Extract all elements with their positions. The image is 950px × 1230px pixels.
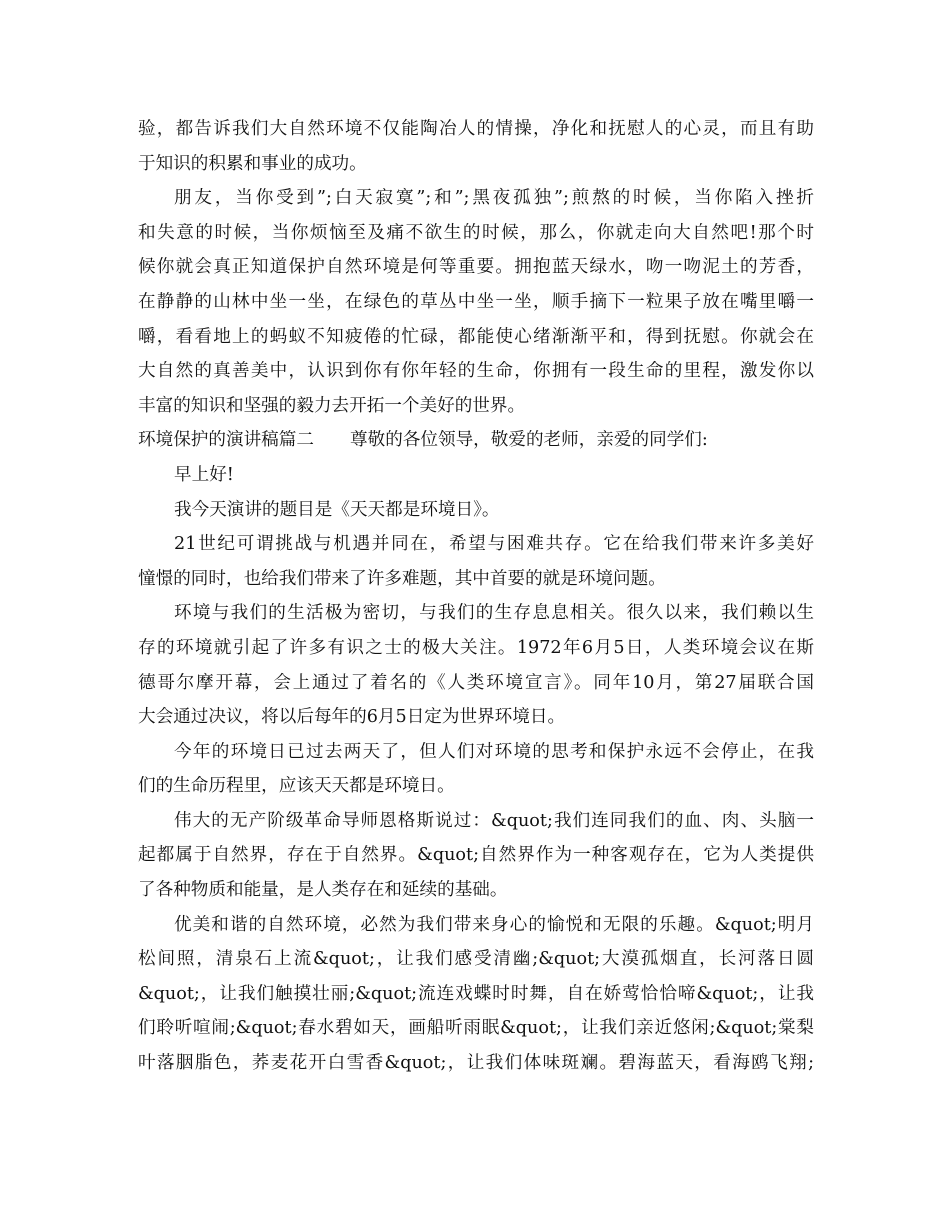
text-line: 德哥尔摩开幕，会上通过了着名的《人类环境宣言》。同年10月，第27届联合国: [138, 672, 814, 693]
text-line: 憧憬的同时，也给我们带来了许多难题，其中首要的就是环境问题。: [138, 568, 666, 589]
text-line: 于知识的积累和事业的成功。: [138, 153, 367, 174]
text-line: 今年的环境日已过去两天了，但人们对环境的思考和保护永远不会停止，在我: [174, 741, 814, 762]
salutation: 尊敬的各位领导，敬爱的老师，亲爱的同学们:: [350, 430, 708, 451]
text-line: 验，都告诉我们大自然环境不仅能陶冶人的情操，净化和抚慰人的心灵，而且有助: [138, 119, 814, 139]
text-line: 了各种物质和能量，是人类存在和延续的基础。: [138, 880, 508, 901]
text-line: 朋友，当你受到”;白天寂寞”;和”;黑夜孤独”;煎熬的时候，当你陷入挫折: [174, 188, 814, 209]
text-line: 们聆听喧闹;&quot;春水碧如天，画船听雨眠&quot;，让我们亲近悠闲;&quot;棠梨: [138, 1018, 814, 1039]
text-line: 松间照，清泉石上流&quot;，让我们感受清幽;&quot;大漠孤烟直，长河落日圆: [138, 949, 814, 970]
paragraph-environment-day: [138, 596, 814, 734]
paragraph-engels-quote: [138, 804, 814, 908]
text-line: 丰富的知识和坚强的毅力去开拓一个美好的世界。: [138, 395, 526, 416]
speech-topic: 我今天演讲的题目是《天天都是环境日》。: [174, 499, 500, 520]
text-line: 大自然的真善美中，认识到你有你年轻的生命，你拥有一段生命的里程，激发你以: [138, 361, 814, 382]
section-title: 环境保护的演讲稿篇二: [138, 430, 314, 451]
text-line: 优美和谐的自然环境，必然为我们带来身心的愉悦和无限的乐趣。&quot;明月: [174, 914, 814, 935]
paragraph-harmonious-nature: [138, 908, 814, 1081]
text-line: 在静静的山林中坐一坐，在绿色的草丛中坐一坐，顺手摘下一粒果子放在嘴里嚼一: [138, 291, 814, 312]
text-line: 和失意的时候，当你烦恼至及痛不欲生的时候，那么，你就走向大自然吧!那个时: [138, 222, 814, 243]
text-line: 嚼，看看地上的蚂蚁不知疲倦的忙碌，都能使心绪渐渐平和，得到抚慰。你就会在: [138, 326, 814, 347]
text-line: 存的环境就引起了许多有识之士的极大关注。1972年6月5日，人类环境会议在斯: [138, 637, 814, 658]
text-line: 21世纪可谓挑战与机遇并同在，希望与困难共存。它在给我们带来许多美好: [174, 534, 814, 555]
document-body: [138, 112, 814, 1081]
paragraph-21st-century: [138, 527, 814, 596]
text-line: 起都属于自然界，存在于自然界。&quot;自然界作为一种客观存在，它为人类提供: [138, 845, 814, 866]
greeting: 早上好!: [174, 464, 234, 485]
text-line: 们的生命历程里，应该天天都是环境日。: [138, 776, 455, 797]
text-line: 伟大的无产阶级革命导师恩格斯说过：&quot;我们连同我们的血、肉、头脑一: [174, 810, 814, 831]
text-line: 大会通过决议，将以后每年的6月5日定为世界环境日。: [138, 707, 566, 728]
paragraph-this-year: [138, 735, 814, 804]
section-heading: [138, 423, 814, 458]
paragraph-continued: [138, 112, 814, 181]
text-line: 叶落胭脂色，荞麦花开白雪香&quot;，让我们体味斑斓。碧海蓝天，看海鸥飞翔;: [138, 1053, 814, 1074]
text-line: 环境与我们的生活极为密切，与我们的生存息息相关。很久以来，我们赖以生: [174, 603, 814, 624]
text-line: &quot;，让我们触摸壮丽;&quot;流连戏蝶时时舞，自在娇莺恰恰啼&quot;，让我: [138, 983, 814, 1004]
paragraph-friends: [138, 181, 814, 423]
text-line: 候你就会真正知道保护自然环境是何等重要。拥抱蓝天绿水，吻一吻泥土的芳香，: [138, 257, 814, 278]
